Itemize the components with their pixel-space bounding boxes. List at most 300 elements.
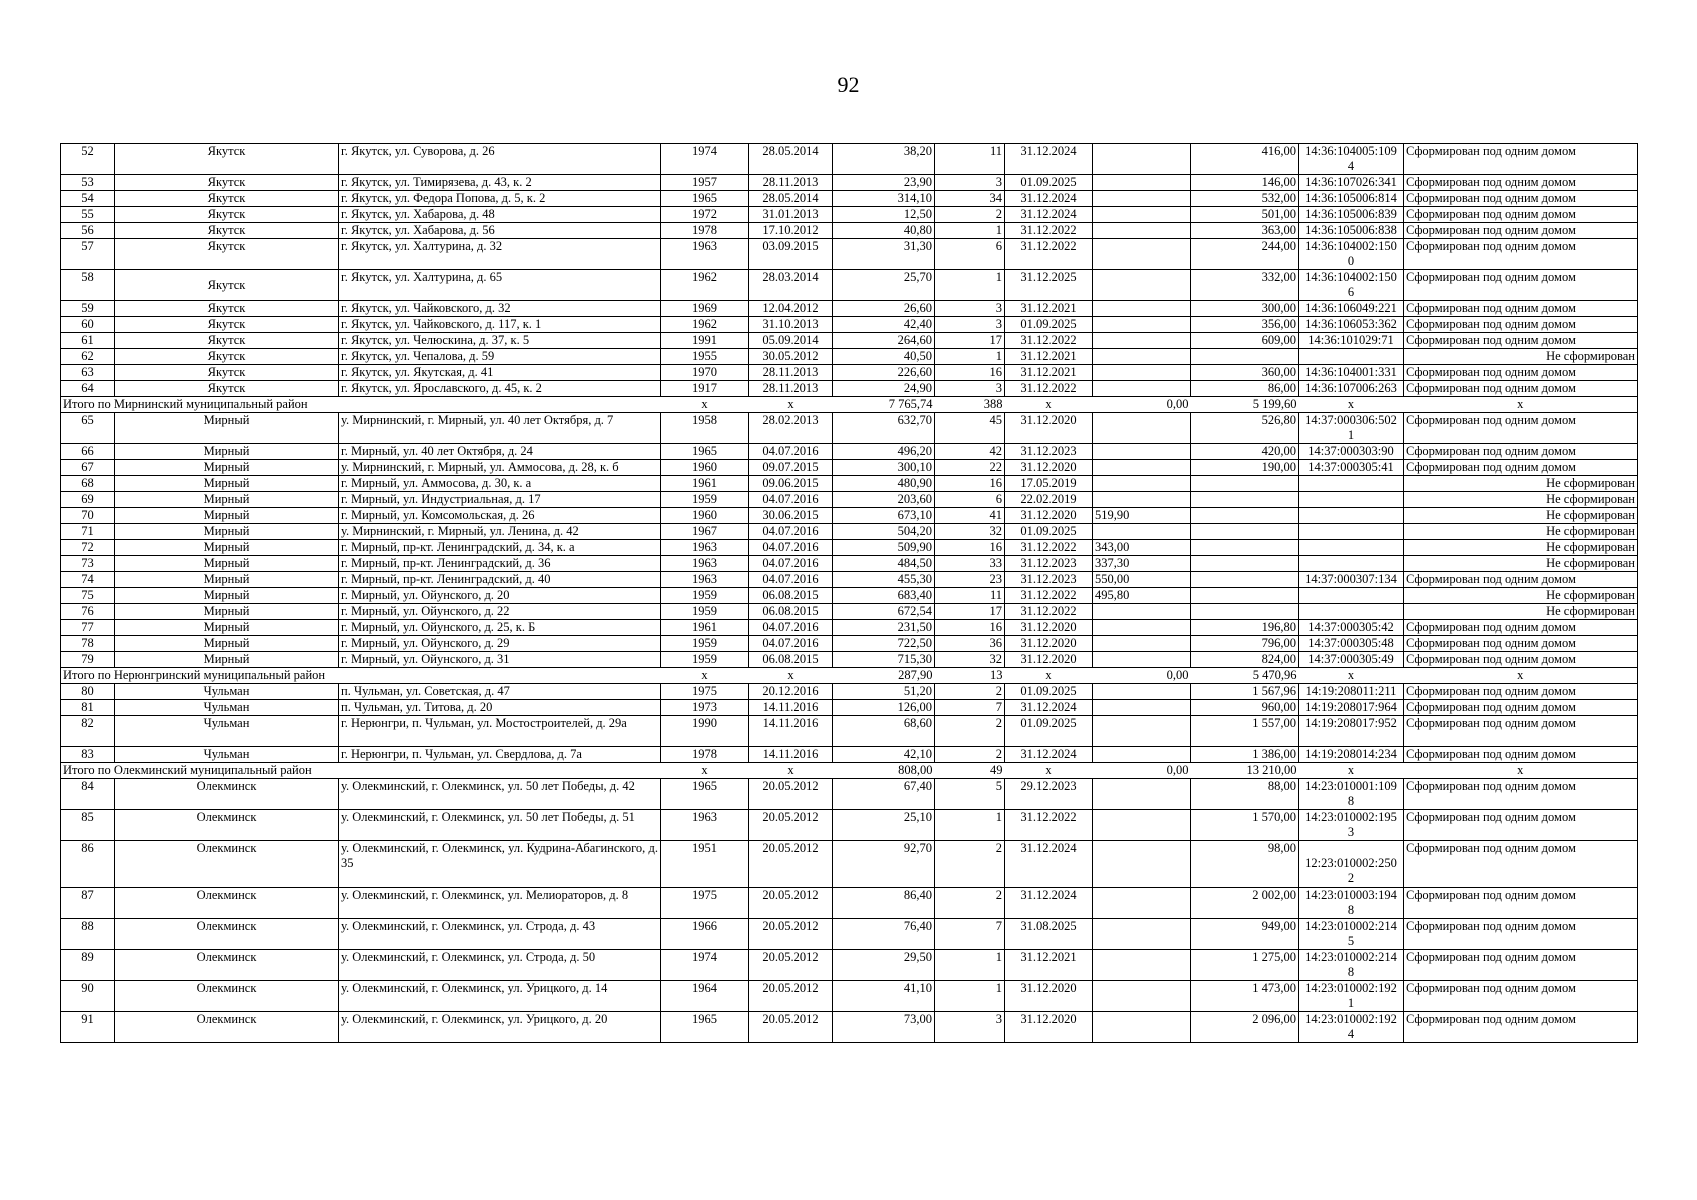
status-cell: Сформирован под одним домом xyxy=(1404,444,1638,460)
status-cell: Не сформирован xyxy=(1404,349,1638,365)
deadline-cell: 31.12.2020 xyxy=(1005,508,1093,524)
residents-cell: 7 xyxy=(935,919,1005,950)
area-cell: 632,70 xyxy=(833,413,935,444)
row-number: 62 xyxy=(61,349,115,365)
status-cell: Сформирован под одним домом xyxy=(1404,700,1638,716)
col9-cell xyxy=(1093,365,1191,381)
settlement-cell: Мирный xyxy=(115,604,339,620)
date-cell: 20.05.2012 xyxy=(749,779,833,810)
housing-registry-table xyxy=(60,143,1638,1043)
settlement-cell: Якутск xyxy=(115,301,339,317)
status-cell: Сформирован под одним домом xyxy=(1404,950,1638,981)
residents-cell: 1 xyxy=(935,223,1005,239)
col9-cell xyxy=(1093,460,1191,476)
cost-cell: 1 275,00 xyxy=(1191,950,1299,981)
year-cell: 1970 xyxy=(661,365,749,381)
address-cell: г. Мирный, пр-кт. Ленинградский, д. 34, к. а xyxy=(339,540,661,556)
year-cell: 1955 xyxy=(661,349,749,365)
year-cell: 1959 xyxy=(661,588,749,604)
settlement-cell: Мирный xyxy=(115,636,339,652)
cadastral-cell: 14:36:105006:839 xyxy=(1299,207,1404,223)
deadline-cell: 01.09.2025 xyxy=(1005,716,1093,747)
status-cell: Не сформирован xyxy=(1404,604,1638,620)
date-cell: 28.11.2013 xyxy=(749,381,833,397)
date-cell: 20.05.2012 xyxy=(749,950,833,981)
date-cell: 03.09.2015 xyxy=(749,239,833,270)
year-cell: 1963 xyxy=(661,572,749,588)
settlement-cell: Олекминск xyxy=(115,841,339,888)
table-row xyxy=(61,1012,1638,1043)
col9-cell xyxy=(1093,604,1191,620)
status-cell: Не сформирован xyxy=(1404,508,1638,524)
row-number: 66 xyxy=(61,444,115,460)
row-number: 56 xyxy=(61,223,115,239)
area-cell: 51,20 xyxy=(833,684,935,700)
settlement-cell: Якутск xyxy=(115,207,339,223)
status-cell: Сформирован под одним домом xyxy=(1404,652,1638,668)
settlement-cell: Олекминск xyxy=(115,1012,339,1043)
residents-cell: 2 xyxy=(935,716,1005,747)
row-number: 52 xyxy=(61,144,115,175)
residents-cell: 1 xyxy=(935,810,1005,841)
residents-cell: 5 xyxy=(935,779,1005,810)
cost-cell xyxy=(1191,588,1299,604)
address-cell: г. Мирный, ул. Индустриальная, д. 17 xyxy=(339,492,661,508)
area-cell: 76,40 xyxy=(833,919,935,950)
table-row xyxy=(61,175,1638,191)
status-cell: Сформирован под одним домом xyxy=(1404,919,1638,950)
total-area: 7 765,74 xyxy=(833,397,935,413)
address-cell: п. Чульман, ул. Советская, д. 47 xyxy=(339,684,661,700)
cadastral-cell: 14:36:105006:838 xyxy=(1299,223,1404,239)
col9-cell xyxy=(1093,524,1191,540)
table-row xyxy=(61,301,1638,317)
row-number: 54 xyxy=(61,191,115,207)
residents-cell: 42 xyxy=(935,444,1005,460)
row-number: 85 xyxy=(61,810,115,841)
table-row xyxy=(61,981,1638,1012)
col9-cell xyxy=(1093,620,1191,636)
area-cell: 25,70 xyxy=(833,270,935,301)
table-row xyxy=(61,652,1638,668)
year-cell: 1917 xyxy=(661,381,749,397)
table-row xyxy=(61,476,1638,492)
cadastral-cell: 14:23:010002:195 3 xyxy=(1299,810,1404,841)
cost-cell: 1 386,00 xyxy=(1191,747,1299,763)
settlement-cell: Мирный xyxy=(115,460,339,476)
address-cell: у. Олекминский, г. Олекминск, ул. 50 лет Победы, д. 42 xyxy=(339,779,661,810)
row-number: 74 xyxy=(61,572,115,588)
row-number: 70 xyxy=(61,508,115,524)
deadline-cell: 31.12.2022 xyxy=(1005,381,1093,397)
address-cell: у. Олекминский, г. Олекминск, ул. Урицкого, д. 14 xyxy=(339,981,661,1012)
cadastral-cell: 14:37:000305:41 xyxy=(1299,460,1404,476)
deadline-cell: 31.12.2023 xyxy=(1005,556,1093,572)
year-cell: 1963 xyxy=(661,810,749,841)
cadastral-cell: 14:37:000305:49 xyxy=(1299,652,1404,668)
address-cell: г. Якутск, ул. Хабарова, д. 56 xyxy=(339,223,661,239)
settlement-cell: Олекминск xyxy=(115,950,339,981)
row-number: 60 xyxy=(61,317,115,333)
status-cell: Сформирован под одним домом xyxy=(1404,981,1638,1012)
deadline-cell: 01.09.2025 xyxy=(1005,317,1093,333)
residents-cell: 33 xyxy=(935,556,1005,572)
settlement-cell: Якутск xyxy=(115,381,339,397)
row-number: 83 xyxy=(61,747,115,763)
cadastral-cell: 14:36:101029:71 xyxy=(1299,333,1404,349)
row-number: 91 xyxy=(61,1012,115,1043)
col9-cell xyxy=(1093,810,1191,841)
table-row xyxy=(61,636,1638,652)
row-number: 53 xyxy=(61,175,115,191)
status-cell: Сформирован под одним домом xyxy=(1404,270,1638,301)
residents-cell: 1 xyxy=(935,270,1005,301)
row-number: 78 xyxy=(61,636,115,652)
cost-cell: 190,00 xyxy=(1191,460,1299,476)
row-number: 55 xyxy=(61,207,115,223)
cost-cell xyxy=(1191,349,1299,365)
year-cell: 1965 xyxy=(661,444,749,460)
cost-cell: 356,00 xyxy=(1191,317,1299,333)
col9-cell xyxy=(1093,175,1191,191)
address-cell: г. Нерюнгри, п. Чульман, ул. Мостостроителей, д. 29а xyxy=(339,716,661,747)
col9-cell xyxy=(1093,636,1191,652)
status-cell: Сформирован под одним домом xyxy=(1404,207,1638,223)
year-cell: 1964 xyxy=(661,981,749,1012)
settlement-cell: Якутск xyxy=(115,365,339,381)
status-cell: Сформирован под одним домом xyxy=(1404,716,1638,747)
col9-cell xyxy=(1093,716,1191,747)
col9-cell xyxy=(1093,476,1191,492)
table-row xyxy=(61,700,1638,716)
cadastral-cell xyxy=(1299,588,1404,604)
cost-cell: 416,00 xyxy=(1191,144,1299,175)
year-cell: 1951 xyxy=(661,841,749,888)
area-cell: 38,20 xyxy=(833,144,935,175)
residents-cell: 22 xyxy=(935,460,1005,476)
date-cell: 28.05.2014 xyxy=(749,191,833,207)
address-cell: г. Мирный, ул. Ойунского, д. 20 xyxy=(339,588,661,604)
row-number: 77 xyxy=(61,620,115,636)
table-row xyxy=(61,270,1638,301)
residents-cell: 16 xyxy=(935,620,1005,636)
settlement-cell: Мирный xyxy=(115,413,339,444)
deadline-cell: 31.12.2020 xyxy=(1005,413,1093,444)
deadline-cell: 31.08.2025 xyxy=(1005,919,1093,950)
cadastral-cell: 12:23:010002:250 2 xyxy=(1299,841,1404,888)
deadline-cell: 29.12.2023 xyxy=(1005,779,1093,810)
cadastral-cell: 14:36:107006:263 xyxy=(1299,381,1404,397)
col9-cell xyxy=(1093,1012,1191,1043)
deadline-cell: 31.12.2022 xyxy=(1005,604,1093,620)
year-cell: 1959 xyxy=(661,636,749,652)
status-cell: Сформирован под одним домом xyxy=(1404,810,1638,841)
row-number: 67 xyxy=(61,460,115,476)
cadastral-cell: 14:23:010001:109 8 xyxy=(1299,779,1404,810)
area-cell: 26,60 xyxy=(833,301,935,317)
cost-cell: 360,00 xyxy=(1191,365,1299,381)
cadastral-cell: 14:23:010002:214 8 xyxy=(1299,950,1404,981)
residents-cell: 36 xyxy=(935,636,1005,652)
total-label: Итого по Нерюнгринский муниципальный район xyxy=(61,668,661,684)
residents-cell: 32 xyxy=(935,652,1005,668)
deadline-cell: 31.12.2022 xyxy=(1005,588,1093,604)
residents-cell: 11 xyxy=(935,144,1005,175)
date-cell: 06.08.2015 xyxy=(749,588,833,604)
table-row xyxy=(61,888,1638,919)
status-cell: Сформирован под одним домом xyxy=(1404,381,1638,397)
address-cell: г. Якутск, ул. Чайковского, д. 32 xyxy=(339,301,661,317)
status-cell: Сформирован под одним домом xyxy=(1404,175,1638,191)
district-total-row xyxy=(61,668,1638,684)
deadline-cell: 31.12.2022 xyxy=(1005,333,1093,349)
table-row xyxy=(61,779,1638,810)
col9-cell xyxy=(1093,333,1191,349)
table-row xyxy=(61,841,1638,888)
cost-cell xyxy=(1191,524,1299,540)
settlement-cell: Мирный xyxy=(115,476,339,492)
table-row xyxy=(61,540,1638,556)
year-cell: 1958 xyxy=(661,413,749,444)
area-cell: 42,40 xyxy=(833,317,935,333)
deadline-cell: 31.12.2020 xyxy=(1005,981,1093,1012)
table-row xyxy=(61,317,1638,333)
residents-cell: 2 xyxy=(935,207,1005,223)
total-cost: 13 210,00 xyxy=(1191,763,1299,779)
row-number: 59 xyxy=(61,301,115,317)
deadline-cell: 17.05.2019 xyxy=(1005,476,1093,492)
table-row xyxy=(61,524,1638,540)
cost-cell xyxy=(1191,604,1299,620)
table-row xyxy=(61,460,1638,476)
date-cell: 12.04.2012 xyxy=(749,301,833,317)
address-cell: г. Мирный, ул. 40 лет Октября, д. 24 xyxy=(339,444,661,460)
cost-cell: 420,00 xyxy=(1191,444,1299,460)
address-cell: у. Олекминский, г. Олекминск, ул. Строда, д. 43 xyxy=(339,919,661,950)
year-cell: 1967 xyxy=(661,524,749,540)
residents-cell: 34 xyxy=(935,191,1005,207)
table-row xyxy=(61,556,1638,572)
total-year: x xyxy=(661,397,749,413)
table-row xyxy=(61,716,1638,747)
year-cell: 1963 xyxy=(661,556,749,572)
table-row xyxy=(61,508,1638,524)
date-cell: 20.05.2012 xyxy=(749,1012,833,1043)
settlement-cell: Якутск xyxy=(115,317,339,333)
cadastral-cell: 14:19:208017:952 xyxy=(1299,716,1404,747)
year-cell: 1959 xyxy=(661,652,749,668)
address-cell: г. Якутск, ул. Челюскина, д. 37, к. 5 xyxy=(339,333,661,349)
settlement-cell: Якутск xyxy=(115,333,339,349)
area-cell: 203,60 xyxy=(833,492,935,508)
address-cell: г. Якутск, ул. Ярославского, д. 45, к. 2 xyxy=(339,381,661,397)
table-row xyxy=(61,950,1638,981)
deadline-cell: 31.12.2024 xyxy=(1005,747,1093,763)
address-cell: г. Якутск, ул. Тимирязева, д. 43, к. 2 xyxy=(339,175,661,191)
deadline-cell: 31.12.2023 xyxy=(1005,444,1093,460)
col9-cell xyxy=(1093,270,1191,301)
cost-cell: 526,80 xyxy=(1191,413,1299,444)
residents-cell: 23 xyxy=(935,572,1005,588)
settlement-cell: Мирный xyxy=(115,572,339,588)
table-row xyxy=(61,604,1638,620)
row-number: 84 xyxy=(61,779,115,810)
cost-cell: 332,00 xyxy=(1191,270,1299,301)
cost-cell xyxy=(1191,508,1299,524)
year-cell: 1978 xyxy=(661,223,749,239)
area-cell: 231,50 xyxy=(833,620,935,636)
settlement-cell: Якутск xyxy=(115,191,339,207)
deadline-cell: 22.02.2019 xyxy=(1005,492,1093,508)
residents-cell: 2 xyxy=(935,684,1005,700)
year-cell: 1965 xyxy=(661,1012,749,1043)
deadline-cell: 31.12.2022 xyxy=(1005,810,1093,841)
deadline-cell: 31.12.2022 xyxy=(1005,239,1093,270)
settlement-cell: Мирный xyxy=(115,588,339,604)
cost-cell: 796,00 xyxy=(1191,636,1299,652)
deadline-cell: 01.09.2025 xyxy=(1005,684,1093,700)
settlement-cell: Мирный xyxy=(115,492,339,508)
status-cell: Не сформирован xyxy=(1404,540,1638,556)
area-cell: 722,50 xyxy=(833,636,935,652)
status-cell: Сформирован под одним домом xyxy=(1404,223,1638,239)
row-number: 89 xyxy=(61,950,115,981)
row-number: 80 xyxy=(61,684,115,700)
col9-cell xyxy=(1093,779,1191,810)
address-cell: г. Мирный, пр-кт. Ленинградский, д. 36 xyxy=(339,556,661,572)
settlement-cell: Мирный xyxy=(115,540,339,556)
deadline-cell: 31.12.2020 xyxy=(1005,1012,1093,1043)
cadastral-cell: 14:36:105006:814 xyxy=(1299,191,1404,207)
cost-cell: 244,00 xyxy=(1191,239,1299,270)
row-number: 58 xyxy=(61,270,115,301)
date-cell: 17.10.2012 xyxy=(749,223,833,239)
address-cell: г. Мирный, ул. Ойунского, д. 29 xyxy=(339,636,661,652)
year-cell: 1978 xyxy=(661,747,749,763)
cost-cell: 532,00 xyxy=(1191,191,1299,207)
year-cell: 1965 xyxy=(661,191,749,207)
deadline-cell: 31.12.2024 xyxy=(1005,207,1093,223)
total-deadline: x xyxy=(1005,763,1093,779)
cadastral-cell: 14:23:010003:194 8 xyxy=(1299,888,1404,919)
cadastral-cell: 14:36:104001:331 xyxy=(1299,365,1404,381)
table-row xyxy=(61,191,1638,207)
cost-cell: 824,00 xyxy=(1191,652,1299,668)
row-number: 76 xyxy=(61,604,115,620)
residents-cell: 32 xyxy=(935,524,1005,540)
residents-cell: 45 xyxy=(935,413,1005,444)
row-number: 61 xyxy=(61,333,115,349)
settlement-cell: Якутск xyxy=(115,239,339,270)
table-row xyxy=(61,810,1638,841)
cadastral-cell: 14:36:107026:341 xyxy=(1299,175,1404,191)
cadastral-cell xyxy=(1299,556,1404,572)
col9-cell xyxy=(1093,492,1191,508)
cadastral-cell: 14:23:010002:214 5 xyxy=(1299,919,1404,950)
address-cell: у. Олекминский, г. Олекминск, ул. Кудрина-Абагинского, д. 35 xyxy=(339,841,661,888)
settlement-cell: Мирный xyxy=(115,508,339,524)
date-cell: 04.07.2016 xyxy=(749,636,833,652)
date-cell: 28.11.2013 xyxy=(749,365,833,381)
cadastral-cell xyxy=(1299,604,1404,620)
row-number: 86 xyxy=(61,841,115,888)
table-row xyxy=(61,588,1638,604)
total-status: x xyxy=(1404,668,1638,684)
date-cell: 09.06.2015 xyxy=(749,476,833,492)
residents-cell: 3 xyxy=(935,381,1005,397)
col9-cell xyxy=(1093,191,1191,207)
area-cell: 25,10 xyxy=(833,810,935,841)
year-cell: 1975 xyxy=(661,888,749,919)
row-number: 82 xyxy=(61,716,115,747)
cost-cell: 2 002,00 xyxy=(1191,888,1299,919)
cost-cell: 196,80 xyxy=(1191,620,1299,636)
date-cell: 14.11.2016 xyxy=(749,716,833,747)
deadline-cell: 31.12.2025 xyxy=(1005,270,1093,301)
residents-cell: 2 xyxy=(935,888,1005,919)
address-cell: г. Мирный, ул. Аммосова, д. 30, к. а xyxy=(339,476,661,492)
deadline-cell: 31.12.2020 xyxy=(1005,636,1093,652)
cadastral-cell xyxy=(1299,508,1404,524)
col9-cell: 495,80 xyxy=(1093,588,1191,604)
deadline-cell: 31.12.2024 xyxy=(1005,144,1093,175)
total-cadastral: x xyxy=(1299,397,1404,413)
address-cell: у. Олекминский, г. Олекминск, ул. Мелиораторов, д. 8 xyxy=(339,888,661,919)
settlement-cell: Олекминск xyxy=(115,981,339,1012)
cost-cell: 98,00 xyxy=(1191,841,1299,888)
table-row xyxy=(61,444,1638,460)
settlement-cell: Мирный xyxy=(115,556,339,572)
status-cell: Сформирован под одним домом xyxy=(1404,460,1638,476)
cost-cell: 501,00 xyxy=(1191,207,1299,223)
date-cell: 28.03.2014 xyxy=(749,270,833,301)
status-cell: Сформирован под одним домом xyxy=(1404,239,1638,270)
area-cell: 226,60 xyxy=(833,365,935,381)
row-number: 65 xyxy=(61,413,115,444)
address-cell: г. Мирный, ул. Ойунского, д. 25, к. Б xyxy=(339,620,661,636)
area-cell: 40,50 xyxy=(833,349,935,365)
cost-cell: 86,00 xyxy=(1191,381,1299,397)
settlement-cell: Якутск xyxy=(115,144,339,175)
total-date: x xyxy=(749,397,833,413)
total-people: 388 xyxy=(935,397,1005,413)
deadline-cell: 31.12.2023 xyxy=(1005,572,1093,588)
settlement-cell: Олекминск xyxy=(115,779,339,810)
col9-cell xyxy=(1093,684,1191,700)
address-cell: г. Нерюнгри, п. Чульман, ул. Свердлова, д. 7а xyxy=(339,747,661,763)
date-cell: 20.12.2016 xyxy=(749,684,833,700)
address-cell: г. Якутск, ул. Суворова, д. 26 xyxy=(339,144,661,175)
residents-cell: 6 xyxy=(935,239,1005,270)
date-cell: 04.07.2016 xyxy=(749,620,833,636)
cost-cell: 1 473,00 xyxy=(1191,981,1299,1012)
row-number: 57 xyxy=(61,239,115,270)
area-cell: 24,90 xyxy=(833,381,935,397)
row-number: 69 xyxy=(61,492,115,508)
table-row xyxy=(61,747,1638,763)
area-cell: 42,10 xyxy=(833,747,935,763)
date-cell: 30.05.2012 xyxy=(749,349,833,365)
area-cell: 31,30 xyxy=(833,239,935,270)
cost-cell xyxy=(1191,540,1299,556)
settlement-cell: Олекминск xyxy=(115,919,339,950)
cost-cell: 300,00 xyxy=(1191,301,1299,317)
table-row xyxy=(61,492,1638,508)
row-number: 73 xyxy=(61,556,115,572)
col9-cell xyxy=(1093,239,1191,270)
row-number: 71 xyxy=(61,524,115,540)
deadline-cell: 31.12.2024 xyxy=(1005,888,1093,919)
